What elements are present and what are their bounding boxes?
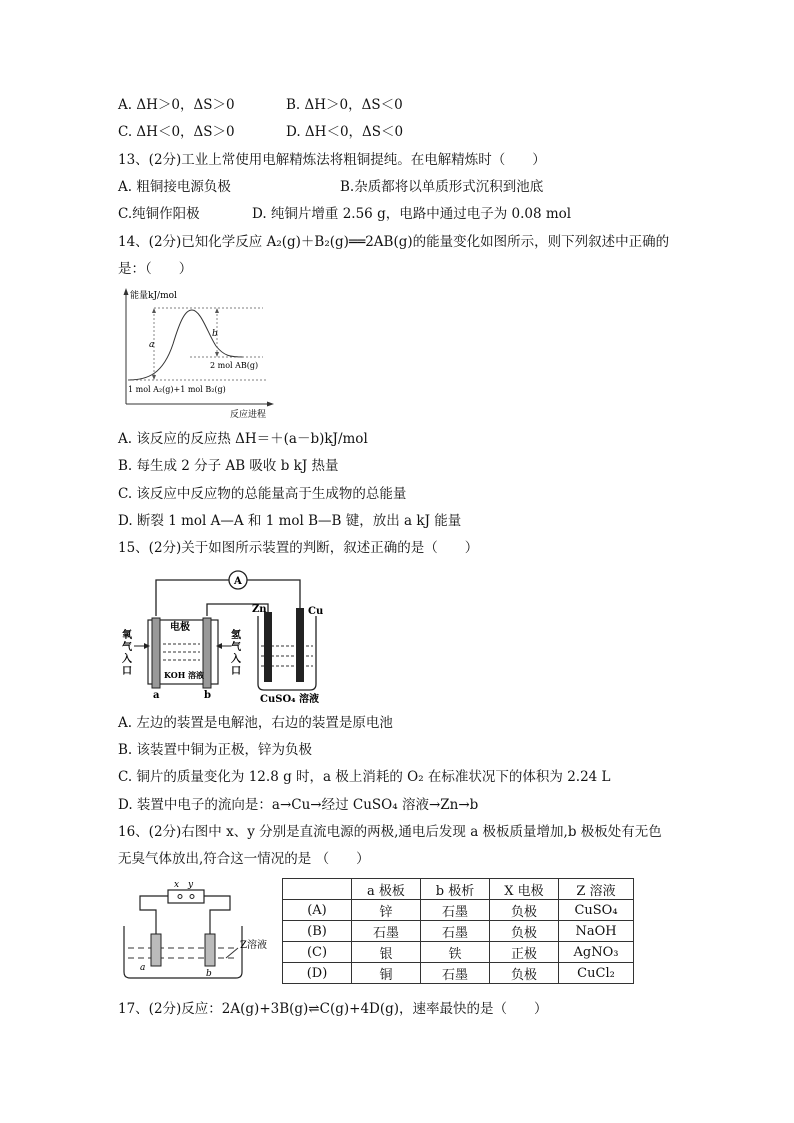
q15-option-a: A. 左边的装置是电解池，右边的装置是原电池 xyxy=(118,715,393,731)
a-arrow-top xyxy=(152,308,156,313)
q12-option-c: C. ΔH＜0，ΔS＞0 xyxy=(118,124,235,140)
h2-char-2: 气 xyxy=(231,642,241,653)
o2-char-2: 气 xyxy=(122,642,132,653)
q16-options-table xyxy=(282,878,634,984)
x-label: x xyxy=(174,880,180,890)
reactant-label: 1 mol A₂(g)+1 mol B₂(g) xyxy=(128,385,226,394)
table-cell: 石墨 xyxy=(352,921,421,942)
table-cell: 负极 xyxy=(490,921,559,942)
q14-option-a: A. 该反应的反应热 ΔH＝＋(a－b)kJ/mol xyxy=(118,431,368,447)
q12-option-a: A. ΔH＞0，ΔS＞0 xyxy=(118,97,235,113)
table-cell: CuCl₂ xyxy=(559,963,634,984)
ammeter-label: A xyxy=(234,576,242,587)
table-cell: (B) xyxy=(283,921,352,942)
table-cell: 石墨 xyxy=(421,900,490,921)
table-header-cell: Z 溶液 xyxy=(559,879,634,900)
table-cell: 铜 xyxy=(352,963,421,984)
q15-option-b: B. 该装置中铜为正极，锌为负极 xyxy=(118,742,313,758)
table-cell: 石墨 xyxy=(421,921,490,942)
power-supply xyxy=(168,890,204,903)
q13-option-c: C.纯铜作阳极 xyxy=(118,206,200,222)
q13-stem: 13、(2分)工业上常使用电解精炼法将粗铜提纯。在电解精炼时（ ） xyxy=(118,152,546,168)
h2-char-3: 入 xyxy=(231,654,241,665)
y-label: y xyxy=(188,880,194,890)
table-cell: 银 xyxy=(352,942,421,963)
h2-char-4: 口 xyxy=(231,666,241,677)
table-header-cell xyxy=(283,879,352,900)
table-cell: 铁 xyxy=(421,942,490,963)
plate-b xyxy=(205,934,215,966)
wire-left xyxy=(156,580,229,616)
table-cell: CuSO₄ xyxy=(559,900,634,921)
table-cell: 锌 xyxy=(352,900,421,921)
h2-char-1: 氢 xyxy=(231,630,241,641)
table-cell: NaOH xyxy=(559,921,634,942)
table-row xyxy=(283,900,634,921)
a-arrow-bottom xyxy=(152,375,156,380)
table-cell: (D) xyxy=(283,963,352,984)
a-label: a xyxy=(149,340,155,350)
table-header-cell: b 极析 xyxy=(421,879,490,900)
electrode-label: 电极 xyxy=(170,622,190,633)
q12-option-b: B. ΔH＞0，ΔS＜0 xyxy=(286,97,403,113)
o2-char-3: 入 xyxy=(122,654,132,665)
b-arrow-top xyxy=(215,308,219,313)
q13-option-d: D. 纯铜片增重 2.56 g，电路中通过电子为 0.08 mol xyxy=(252,206,572,222)
electrolysis-diagram xyxy=(118,876,278,984)
electrode-a-label: a xyxy=(153,690,160,701)
cu-electrode xyxy=(296,608,304,682)
o2-char-1: 氧 xyxy=(122,630,132,641)
table-cell: 负极 xyxy=(490,963,559,984)
zn-label: Zn xyxy=(252,604,267,615)
electrode-b xyxy=(203,618,211,688)
plate-a-label: a xyxy=(140,963,146,973)
o2-char-4: 口 xyxy=(122,666,132,677)
q14-option-d: D. 断裂 1 mol A—A 和 1 mol B—B 键，放出 a kJ 能量 xyxy=(118,513,462,529)
cuso4-label: CuSO₄ 溶液 xyxy=(260,694,320,705)
table-cell: 正极 xyxy=(490,942,559,963)
q12-option-d: D. ΔH＜0，ΔS＜0 xyxy=(286,124,404,140)
table-header-cell: a 极板 xyxy=(352,879,421,900)
b-arrow-bottom xyxy=(215,352,219,357)
table-cell: (C) xyxy=(283,942,352,963)
q13-option-b: B.杂质都将以单质形式沉积到池底 xyxy=(340,179,544,195)
electrode-b-label: b xyxy=(204,690,211,701)
q14-option-c: C. 该反应中反应物的总能量高于生成物的总能量 xyxy=(118,486,407,502)
q14-stem-line2: 是：（ ） xyxy=(118,261,193,277)
energy-x-label: 反应进程 xyxy=(230,410,267,420)
energy-diagram xyxy=(118,286,288,420)
energy-y-arrow xyxy=(124,288,129,295)
wire-a xyxy=(140,896,168,934)
cu-label: Cu xyxy=(308,606,324,617)
table-row xyxy=(283,963,634,984)
table-row xyxy=(283,921,634,942)
table-row xyxy=(283,942,634,963)
b-label: b xyxy=(212,329,218,339)
table-header-row xyxy=(283,879,634,900)
q14-stem-line1: 14、(2分)已知化学反应 A₂(g)＋B₂(g)══2AB(g)的能量变化如图所示，则下列叙述中正确的 xyxy=(118,234,670,250)
q15-option-c: C. 铜片的质量变化为 12.8 g 时，a 极上消耗的 O₂ 在标准状况下的体积为 2.24 L xyxy=(118,769,611,785)
wire-b xyxy=(204,896,230,934)
plate-a xyxy=(151,934,161,966)
q15-option-d: D. 装置中电子的流向是：a→Cu→经过 CuSO₄ 溶液→Zn→b xyxy=(118,797,479,813)
product-label: 2 mol AB(g) xyxy=(210,361,259,370)
electrode-a xyxy=(152,618,160,688)
q16-stem-line2: 无臭气体放出,符合这一情况的是 （ ） xyxy=(118,851,370,867)
table-cell: 石墨 xyxy=(421,963,490,984)
q17-stem: 17、(2分)反应：2A(g)+3B(g)⇌C(g)+4D(g)，速率最快的是（ ） xyxy=(118,1001,548,1017)
q13-option-a: A. 粗铜接电源负极 xyxy=(118,179,231,195)
z-solution-label: Z溶液 xyxy=(240,940,267,951)
z-pointer xyxy=(226,948,238,958)
koh-label: KOH 溶液 xyxy=(164,670,205,680)
table-header-cell: X 电极 xyxy=(490,879,559,900)
table-cell: 负极 xyxy=(490,900,559,921)
zn-electrode xyxy=(264,612,272,682)
q16-stem-line1: 16、(2分)右图中 x、y 分别是直流电源的两极,通电后发现 a 极板质量增加,b 极板处有无色 xyxy=(118,824,662,840)
plate-b-label: b xyxy=(206,969,212,979)
fuel-cell-diagram xyxy=(118,566,338,706)
q15-stem: 15、(2分)关于如图所示装置的判断，叙述正确的是（ ） xyxy=(118,540,479,556)
q14-option-b: B. 每生成 2 分子 AB 吸收 b kJ 热量 xyxy=(118,458,339,474)
energy-y-label: 能量kJ/mol xyxy=(130,291,177,301)
table-cell: AgNO₃ xyxy=(559,942,634,963)
energy-x-arrow xyxy=(267,402,274,407)
table-cell: (A) xyxy=(283,900,352,921)
